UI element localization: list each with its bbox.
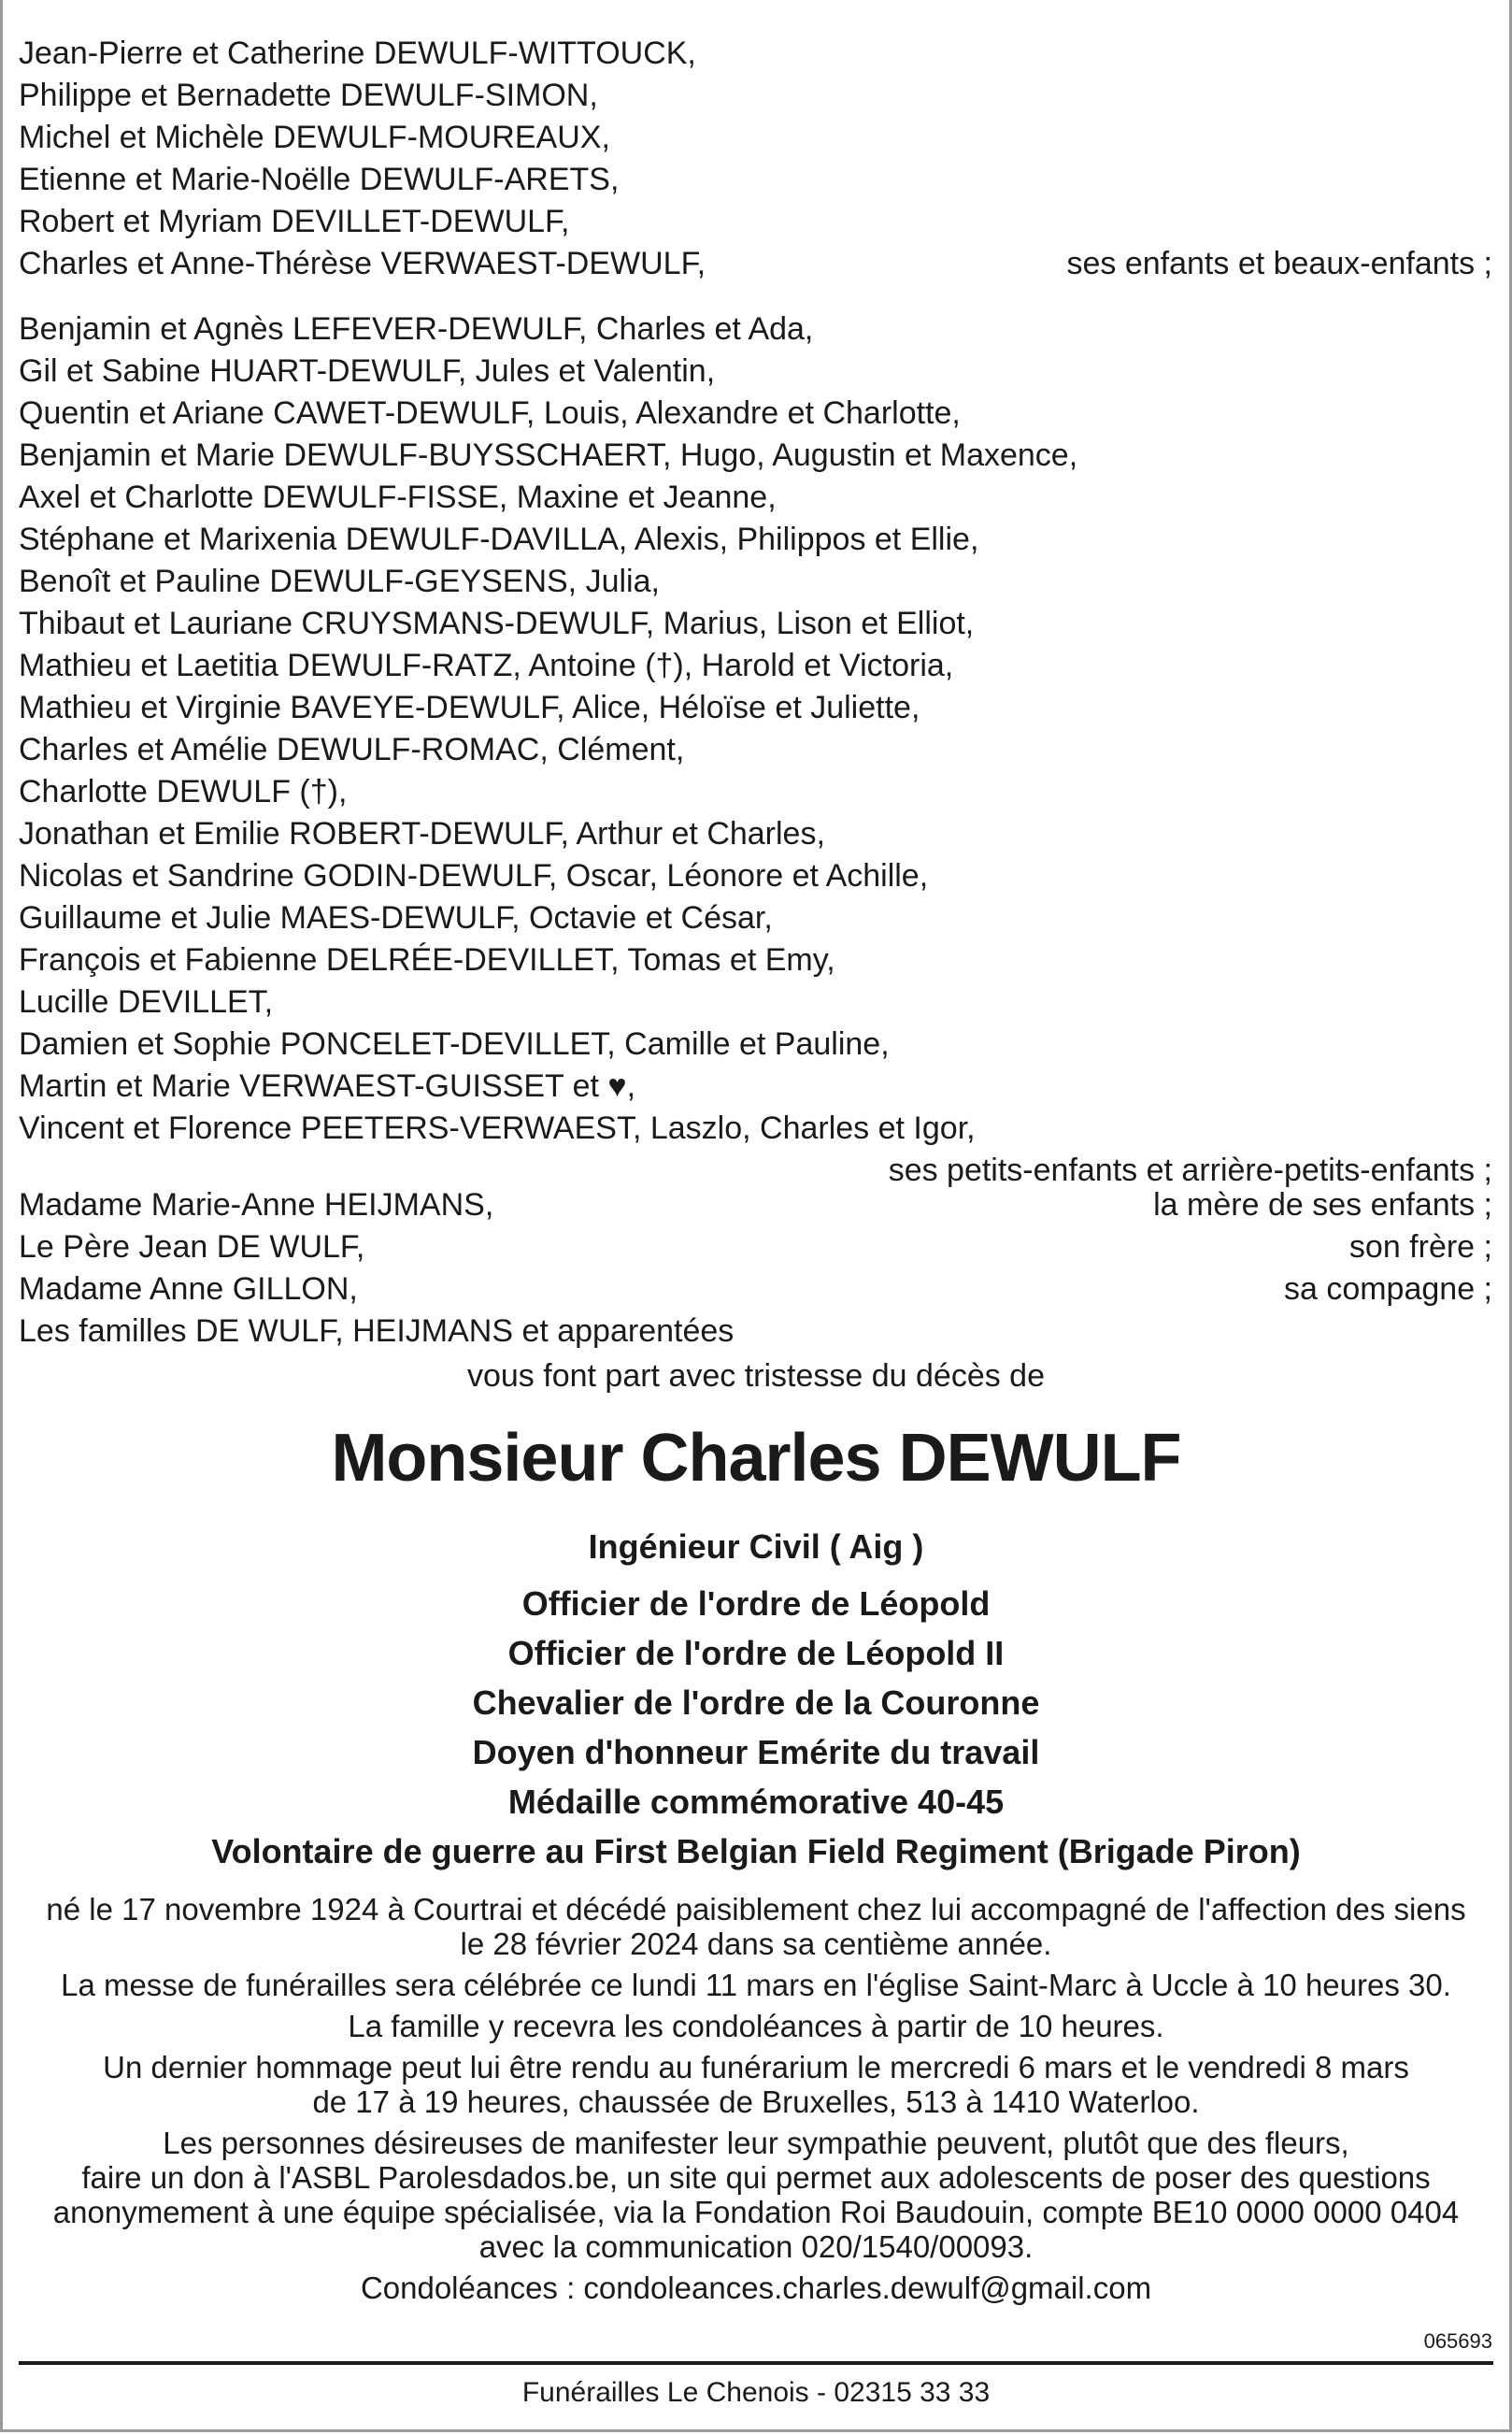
family-line: Vincent et Florence PEETERS-VERWAEST, Laszlo, Charles et Igor, (19, 1110, 976, 1146)
deceased-name: Monsieur Charles DEWULF (331, 1421, 1181, 1496)
funeral-info (21, 1892, 1491, 2312)
family-line: Stéphane et Marixenia DEWULF-DAVILLA, Alexis, Philippos et Ellie, (19, 522, 979, 557)
family-line: Philippe et Bernadette DEWULF-SIMON, (19, 78, 598, 113)
title-line: Officier de l'ordre de Léopold (521, 1584, 991, 1623)
title-line: Chevalier de l'ordre de la Couronne (472, 1683, 1040, 1722)
grandchildren-role: ses petits-enfants et arrière-petits-enfants ; (888, 1153, 1492, 1188)
family-line: Benjamin et Marie DEWULF-BUYSSCHAERT, Hugo, Augustin et Maxence, (19, 437, 1078, 473)
family-line: Quentin et Ariane CAWET-DEWULF, Louis, Alexandre et Charlotte, (19, 395, 961, 431)
info-paragraph: La messe de funérailles sera célébrée ce lundi 11 mars en l'église Saint-Marc à Uccle à 10 heures 30. (61, 1968, 1451, 2002)
title-line: Officier de l'ordre de Léopold II (507, 1634, 1005, 1672)
family-line: Madame Anne GILLON, sa compagne ; (19, 1271, 1492, 1307)
info-paragraph: Un dernier hommage peut lui être rendu au funérarium le mercredi 6 mars et le vendredi 8 mars de 17 à 19 heures, chaussée de Bruxelles, 513 à 1410 Waterloo. (103, 2050, 1409, 2119)
grandchildren-list (19, 308, 1492, 1192)
reference-number: 065693 (1423, 2329, 1492, 2353)
family-line: Benjamin et Agnès LEFEVER-DEWULF, Charles et Ada, (19, 311, 814, 347)
family-line: Martin et Marie VERWAEST-GUISSET et ♥, (19, 1068, 636, 1104)
family-line: Thibaut et Lauriane CRUYSMANS-DEWULF, Marius, Lison et Elliot, (19, 606, 975, 641)
children-list (19, 33, 1492, 285)
title-line: Doyen d'honneur Emérite du travail (472, 1733, 1040, 1771)
title-line: Volontaire de guerre au First Belgian Field Regiment (Brigade Piron) (211, 1832, 1301, 1870)
family-line: Madame Marie-Anne HEIJMANS, la mère de ses enfants ; (19, 1187, 1492, 1223)
honorific-titles (3, 1522, 1509, 1876)
family-line: Mathieu et Virginie BAVEYE-DEWULF, Alice, Héloïse et Juliette, (19, 690, 920, 725)
family-line: François et Fabienne DELRÉE-DEVILLET, Tomas et Emy, (19, 942, 835, 978)
condolences-email: Condoléances : condoleances.charles.dewulf@gmail.com (360, 2270, 1152, 2305)
announcement-intro: vous font part avec tristesse du décès de (466, 1358, 1045, 1394)
family-line: Guillaume et Julie MAES-DEWULF, Octavie et César, (19, 900, 773, 936)
family-line: Lucille DEVILLET, (19, 984, 274, 1020)
family-line: Michel et Michèle DEWULF-MOUREAUX, (19, 120, 610, 155)
family-line: Charles et Amélie DEWULF-ROMAC, Clément, (19, 732, 685, 767)
title-line: Ingénieur Civil ( Aig ) (588, 1527, 924, 1566)
title-line: Médaille commémorative 40-45 (507, 1783, 1005, 1821)
other-relatives (19, 1184, 1492, 1353)
family-line: Robert et Myriam DEVILLET-DEWULF, (19, 204, 570, 239)
divider (19, 2361, 1493, 2365)
funeral-home-footer: Funérailles Le Chenois - 02315 33 33 (521, 2377, 991, 2408)
family-line: Mathieu et Laetitia DEWULF-RATZ, Antoine (†), Harold et Victoria, (19, 648, 954, 683)
family-line: Damien et Sophie PONCELET-DEVILLET, Camille et Pauline, (19, 1026, 890, 1062)
family-line: Charlotte DEWULF (†), (19, 774, 348, 809)
family-line: Nicolas et Sandrine GODIN-DEWULF, Oscar, Léonore et Achille, (19, 858, 929, 894)
family-line: Gil et Sabine HUART-DEWULF, Jules et Valentin, (19, 353, 716, 389)
info-paragraph: La famille y recevra les condoléances à partir de 10 heures. (348, 2009, 1164, 2043)
info-paragraph: Les personnes désireuses de manifester leur sympathie peuvent, plutôt que des fleurs, faire un don à l'ASBL Parolesdados.be, un site qui permet aux adolescents de poser des questions anonymement à une équipe spécialisée, via la Fondation Roi Baudouin, compte BE10 0000 0000 0404 avec la communication 020/1540/00093. (52, 2126, 1460, 2264)
family-line: Jean-Pierre et Catherine DEWULF-WITTOUCK, (19, 36, 696, 71)
family-line: Les familles DE WULF, HEIJMANS et apparentées (19, 1313, 735, 1349)
family-line: Le Père Jean DE WULF, son frère ; (19, 1229, 1492, 1265)
family-line: Charles et Anne-Thérèse VERWAEST-DEWULF, ses enfants et beaux-enfants ; (19, 246, 1492, 281)
family-line: Axel et Charlotte DEWULF-FISSE, Maxine et Jeanne, (19, 480, 777, 515)
info-paragraph: né le 17 novembre 1924 à Courtrai et décédé paisiblement chez lui accompagné de l'affection des siens le 28 février 2024 dans sa centième année. (46, 1892, 1466, 1961)
family-line: Jonathan et Emilie ROBERT-DEWULF, Arthur et Charles, (19, 816, 825, 852)
family-line: Etienne et Marie-Noëlle DEWULF-ARETS, (19, 162, 620, 197)
family-line: Benoît et Pauline DEWULF-GEYSENS, Julia, (19, 564, 660, 599)
